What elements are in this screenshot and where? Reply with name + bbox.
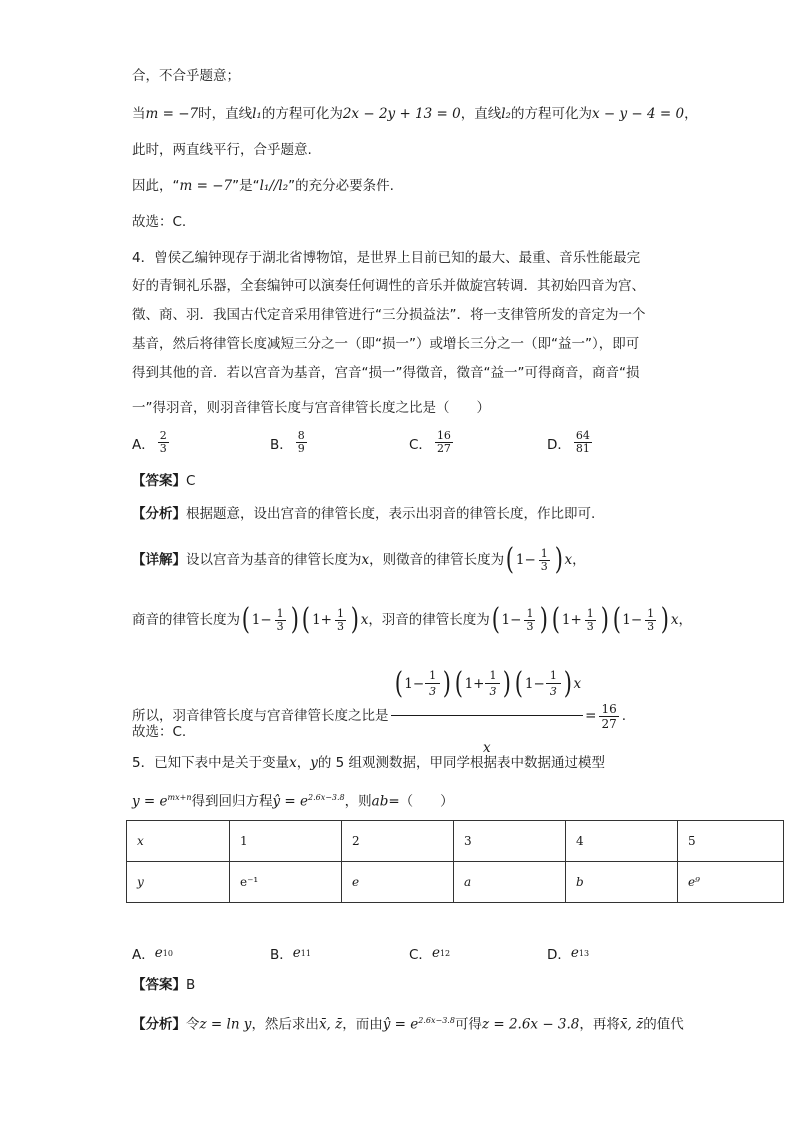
q4-answer [132, 471, 195, 491]
frac-num: 1 [429, 669, 437, 682]
text-seg: 的值代 [643, 1016, 684, 1033]
op-minus: − [412, 676, 425, 692]
paren-left: ( [505, 542, 515, 577]
math-exponent: 2.6x−3.8 [307, 793, 345, 802]
option-fraction [574, 430, 592, 455]
frac-num: 1 [526, 606, 534, 620]
option-label: C． [409, 947, 432, 963]
text-seg: ”的充分必要条件. [288, 178, 394, 194]
q5-option-a[interactable] [132, 943, 173, 963]
paren-right: ) [563, 666, 572, 701]
frac-den: 3 [485, 683, 500, 698]
paren-left: ( [241, 602, 250, 637]
q5-text-1 [132, 753, 605, 773]
q4-analysis [132, 504, 595, 524]
math-regression: ŷ = e [272, 793, 308, 810]
table-cell: x [127, 821, 230, 862]
op-minus: − [510, 612, 522, 628]
paren-right: ) [290, 602, 299, 637]
frac-num: 1 [540, 546, 548, 560]
text-seg: =（ ） [388, 793, 454, 810]
q5-text-2 [132, 788, 454, 812]
expr-minus-third [513, 654, 573, 714]
option-label: A． [132, 947, 155, 963]
option-label: C． [409, 436, 432, 453]
q4-choose: 故选：C. [132, 724, 187, 740]
analysis-tag: 【分析】 [132, 1016, 186, 1033]
answer-tag: 【答案】 [132, 977, 186, 993]
math-x: x [564, 552, 573, 568]
q4-option-c[interactable] [409, 430, 456, 455]
expr-minus-third [490, 602, 550, 638]
expr-plus-third [300, 602, 360, 638]
frac-num: 64 [575, 429, 590, 442]
text-seg: ，则徵音的律管长度为 [369, 552, 505, 568]
op-minus: − [524, 552, 536, 568]
fraction-third [524, 608, 535, 633]
frac-num: 1 [586, 606, 594, 620]
fraction-third [548, 670, 559, 698]
option-fraction [158, 430, 169, 455]
option-base: e [292, 945, 301, 961]
paren-left: ( [551, 602, 561, 637]
math-z: z = ln y [199, 1016, 252, 1033]
table-cell: 3 [454, 821, 566, 862]
frac-den: 9 [297, 442, 305, 455]
text-seg: ，则 [344, 793, 372, 810]
paren-left: ( [302, 602, 311, 637]
data-table [126, 820, 784, 903]
math-m: m = −7 [145, 106, 199, 122]
table-cell: b [566, 862, 678, 903]
math-parallel: l₁//l₂ [259, 178, 289, 194]
num-one: 1 [464, 676, 474, 692]
ratio-numerator [391, 654, 584, 715]
math-means: x̄, z̄ [619, 1016, 644, 1033]
table-cell: 2 [342, 821, 454, 862]
q4-text-4: 基音，然后将律管长度减短三分之一（即“损一”）或增长三分之一（即“益一”），即可 [132, 336, 640, 352]
text-line-2 [132, 104, 698, 124]
option-fraction [435, 430, 453, 455]
op-minus: − [533, 676, 545, 692]
frac-num: 1 [489, 669, 497, 682]
math-l2: l₂ [501, 106, 511, 122]
expr-minus-third [393, 654, 453, 714]
text-seg: 当 [132, 106, 146, 122]
paren-right: ) [350, 602, 359, 637]
option-exponent: 11 [300, 948, 311, 958]
table-row-x [127, 821, 784, 862]
text-seg: ”是“ [232, 178, 260, 194]
result-fraction [599, 702, 618, 731]
frac-num: 1 [549, 669, 557, 682]
detail-tag: 【详解】 [132, 552, 186, 568]
option-exponent: 10 [162, 948, 173, 958]
paren-left: ( [454, 666, 463, 701]
text-seg: 所以，羽音律管长度与宫音律管长度之比是 [132, 708, 389, 724]
fraction-third [645, 608, 656, 633]
paren-left: ( [394, 666, 403, 701]
text-seg: ， [296, 755, 311, 771]
frac-den: 3 [425, 683, 440, 698]
paren-right: ) [503, 666, 512, 701]
option-label: B． [270, 947, 293, 963]
paren-right: ) [660, 602, 670, 637]
frac-num: 16 [601, 701, 617, 716]
math-eq1: 2x − 2y + 13 = 0 [342, 106, 461, 122]
text-seg: ，羽音的律管长度为 [368, 612, 490, 628]
frac-num: 1 [276, 606, 284, 620]
num-one: 1 [622, 612, 631, 628]
answer-tag: 【答案】 [132, 473, 186, 489]
table-cell: 5 [678, 821, 784, 862]
text-seg: ， [684, 106, 698, 122]
fraction-third [539, 548, 550, 573]
q4-text-1: 4．曾侯乙编钟现存于湖北省博物馆，是世界上目前已知的最大、最重、音乐性能最完 [132, 250, 641, 266]
op-minus: − [260, 612, 272, 628]
q4-text-3: 徵、商、羽．我国古代定音采用律管进行“三分损益法”．将一支律管所发的音定为一个 [132, 307, 646, 323]
q4-option-a[interactable] [132, 430, 172, 455]
expr-plus-third [453, 654, 513, 714]
table-cell: e⁻¹ [230, 862, 342, 903]
q5-option-c[interactable] [409, 943, 450, 963]
num-one: 1 [404, 676, 413, 692]
q4-options [132, 430, 692, 462]
q4-detail-2: 商音的律管长度为 ( 1 − $\frac{1}{3}$ ) ( 1 + $\frac{1}{3}$ ) x ，羽音的律管长度为 ( 1 − $\frac{1}{3}$ ) ( 1 + $\frac{1}{3}$ ) ( 1 − $\frac{1}{3}$ ) x ， [132, 602, 692, 637]
frac-num: 2 [159, 429, 167, 442]
option-label: B． [270, 436, 293, 453]
frac-num: 1 [336, 606, 344, 620]
math-x: x [360, 612, 369, 628]
num-one: 1 [515, 552, 525, 568]
paren-right: ) [442, 666, 452, 701]
table-cell: 1 [230, 821, 342, 862]
text-seg: ，然后求出 [251, 1016, 319, 1033]
math-regression: ŷ = e [382, 1016, 419, 1033]
option-fraction [296, 430, 307, 455]
q5-options [132, 943, 692, 963]
q5-option-b[interactable] [270, 943, 311, 963]
fraction-third [487, 670, 498, 698]
text-seg: ，再将 [579, 1016, 620, 1033]
fraction-third [275, 608, 286, 633]
text-seg: 5．已知下表中是关于变量 [132, 755, 290, 771]
paren-left: ( [491, 602, 500, 637]
math-exponent: mx+n [167, 793, 192, 802]
op-equals: = [585, 708, 597, 724]
option-label: D． [547, 947, 571, 963]
text-line-4 [132, 176, 394, 196]
frac-den: 27 [601, 716, 617, 731]
paren-left: ( [612, 602, 621, 637]
frac-den: 3 [336, 619, 344, 633]
num-one: 1 [561, 612, 571, 628]
math-ab: ab [371, 793, 389, 810]
text-seg: ，直线 [460, 106, 502, 122]
op-plus: + [320, 612, 332, 628]
frac-den: 3 [546, 683, 561, 698]
text-line-5: 故选：C. [132, 214, 187, 230]
option-base: e [431, 945, 440, 961]
q5-analysis [132, 1011, 684, 1035]
q4-option-b[interactable] [270, 430, 310, 455]
option-exponent: 13 [578, 948, 590, 958]
fraction-third [585, 608, 596, 633]
analysis-tag: 【分析】 [132, 506, 186, 522]
option-label: A． [132, 436, 155, 453]
text-seg: 因此，“ [132, 178, 180, 194]
frac-num: 16 [436, 429, 451, 442]
text-seg: 商音的律管长度为 [132, 612, 240, 628]
fraction-third [427, 670, 438, 698]
text-seg: 得到回归方程 [191, 793, 273, 810]
paren-right: ) [554, 542, 563, 577]
q4-option-d[interactable] [547, 430, 595, 455]
option-exponent: 12 [439, 948, 451, 958]
frac-den: 3 [540, 559, 548, 573]
text-line-1: 合，不合乎题意； [132, 68, 240, 84]
text-seg: ，而由 [342, 1016, 383, 1033]
math-model: y = e [132, 793, 168, 810]
text-seg: 的 5 组观测数据，甲同学根据表中数据通过模型 [317, 755, 606, 771]
option-base: e [154, 945, 163, 961]
table-row-y [127, 862, 784, 903]
q4-detail-3: 所以，羽音律管长度与宫音律管长度之比是 ( 1 − $\frac{1}{3}$ ) ( 1 + $\frac{1}{3}$ ) ( 1 − $\frac{1}{3}$ ) x x = $\frac{16}{27}$ . [132, 654, 626, 778]
math-l1: l₁ [252, 106, 262, 122]
q5-answer [132, 975, 195, 995]
fraction-third [335, 608, 346, 633]
text-seg: 的方程可化为 [510, 106, 592, 122]
math-eq2: x − y − 4 = 0 [591, 106, 685, 122]
paren-right: ) [600, 602, 609, 637]
option-base: e [570, 945, 579, 961]
frac-den: 3 [586, 619, 594, 633]
frac-num: 1 [647, 606, 655, 620]
math-x: x [573, 676, 582, 692]
paren-left: ( [514, 666, 524, 701]
expr-plus-third [550, 602, 610, 638]
num-one: 1 [312, 612, 321, 628]
q4-text-6: 一”得羽音，则羽音律管长度与宫音律管长度之比是（ ） [132, 400, 490, 416]
text-line-3: 此时，两直线平行，合乎题意. [132, 142, 312, 158]
q5-option-d[interactable] [547, 943, 589, 963]
math-linear: z = 2.6x − 3.8 [481, 1016, 580, 1033]
q4-text-5: 得到其他的音．若以宫音为基音，宫音“损一”得徵音，徵音“益一”可得商音，商音“损 [132, 365, 640, 381]
answer-value: C [186, 473, 196, 489]
ratio-denominator: x [391, 715, 584, 778]
math-m: m = −7 [179, 178, 233, 194]
frac-den: 81 [575, 442, 590, 455]
math-means: x̄, z̄ [318, 1016, 343, 1033]
frac-den: 3 [276, 619, 284, 633]
op-plus: + [473, 676, 485, 692]
table-cell: e⁹ [678, 862, 784, 903]
q4-detail-1: 【详解】 设以宫音为基音的律管长度为 x ，则徵音的律管长度为 ( 1 − $\frac{1}{3}$ ) x ， [132, 542, 586, 577]
answer-value: B [186, 977, 196, 993]
num-one: 1 [524, 676, 534, 692]
frac-den: 3 [647, 619, 655, 633]
text-seg: 可得 [454, 1016, 482, 1033]
table-cell: 4 [566, 821, 678, 862]
op-plus: + [570, 612, 582, 628]
num-one: 1 [501, 612, 511, 628]
math-y: y [310, 755, 318, 771]
text-seg: 时，直线 [198, 106, 253, 122]
num-one: 1 [251, 612, 261, 628]
table-cell: y [127, 862, 230, 903]
math-x: x [289, 755, 297, 771]
frac-den: 3 [526, 619, 534, 633]
expr-minus-third [240, 602, 300, 638]
math-x: x [361, 552, 370, 568]
paren-right: ) [540, 602, 549, 637]
q4-text-2: 好的青铜礼乐器，全套编钟可以演奏任何调性的音乐并做旋宫转调．其初始四音为宫、 [132, 278, 645, 294]
text-seg: 的方程可化为 [261, 106, 343, 122]
op-minus: − [630, 612, 643, 628]
frac-den: 3 [159, 442, 167, 455]
expr-minus-third [611, 602, 671, 638]
frac-den: 27 [436, 442, 451, 455]
math-x: x [670, 612, 679, 628]
frac-num: 8 [297, 429, 305, 442]
text-seg: 令 [186, 1016, 200, 1033]
expr-minus-third [504, 542, 564, 578]
option-label: D． [547, 436, 571, 453]
table-cell: e [342, 862, 454, 903]
math-exponent: 2.6x−3.8 [418, 1016, 455, 1025]
text-seg: 设以宫音为基音的律管长度为 [186, 552, 362, 568]
table-cell: a [454, 862, 566, 903]
analysis-text: 根据题意，设出宫音的律管长度，表示出羽音的律管长度，作比即可. [186, 506, 596, 522]
